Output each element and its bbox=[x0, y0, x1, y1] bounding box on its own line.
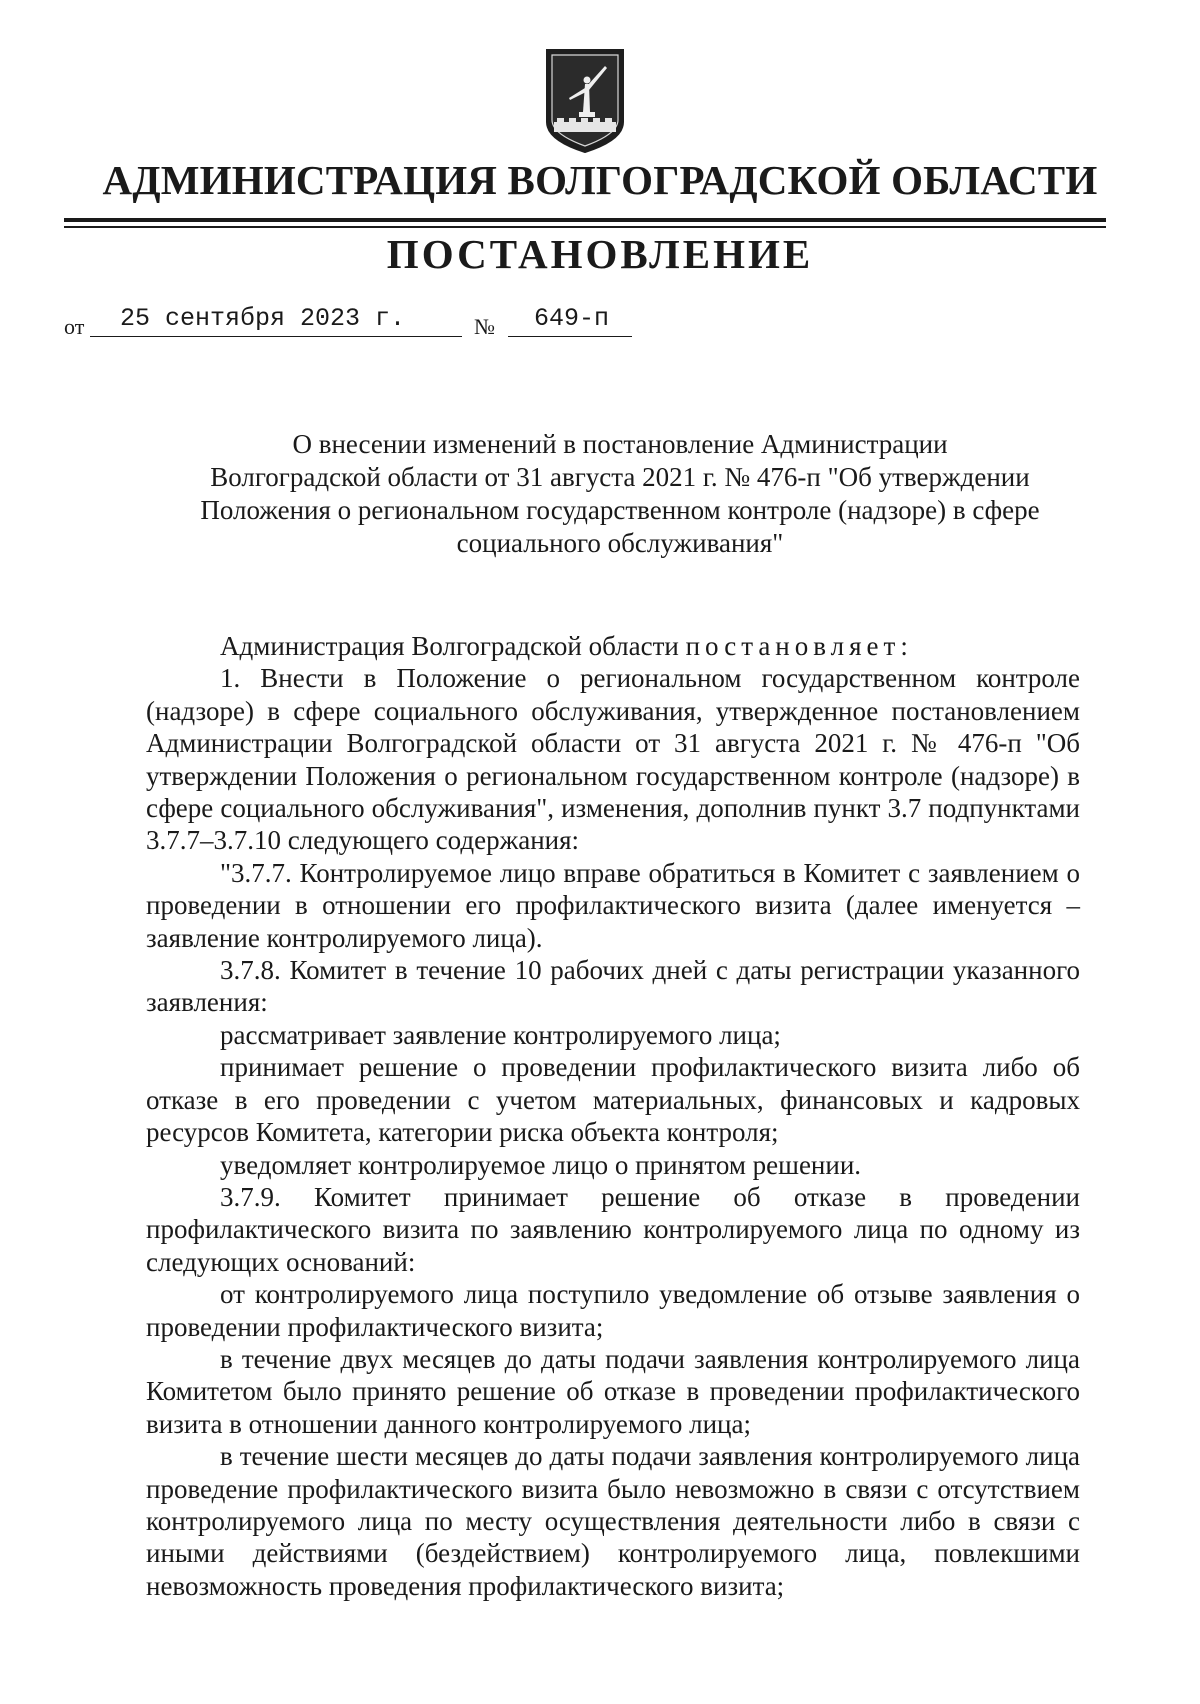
date-from-label: от bbox=[64, 314, 85, 339]
date-number-line bbox=[64, 300, 624, 340]
body-paragraph: от контролируемого лица поступило уведомление об отзыве заявления о проведении профилактического визита; bbox=[146, 1279, 1080, 1342]
body-paragraph: рассматривает заявление контролируемого лица; bbox=[220, 1019, 781, 1050]
subject-line: Волгоградской области от 31 августа 2021 г. № 476-п "Об утверждении bbox=[210, 462, 1030, 492]
document-subject bbox=[150, 428, 1090, 560]
resolution-intro bbox=[146, 630, 1080, 662]
subject-line: О внесении изменений в постановление Администрации bbox=[292, 429, 948, 459]
organization-title: АДМИНИСТРАЦИЯ ВОЛГОГРАДСКОЙ ОБЛАСТИ bbox=[102, 157, 1098, 203]
body-paragraph: в течение шести месяцев до даты подачи заявления контролируемого лица проведение профилактического визита было невозможно в связи с отсутствием контролируемого лица по месту осуществления деятельности либо в связи с иными действиями (бездействием) контролируемого лица, повлекшими невозможность проведения профилактического визита; bbox=[146, 1441, 1080, 1601]
document-date: 25 сентября 2023 г. bbox=[90, 302, 462, 337]
intro-prefix: Администрация Волгоградской области bbox=[220, 631, 679, 661]
body-paragraph: 3.7.9. Комитет принимает решение об отказе в проведении профилактического визита по заявлению контролируемого лица по одному из следующих оснований: bbox=[146, 1181, 1080, 1277]
body-paragraph: в течение двух месяцев до даты подачи заявления контролируемого лица Комитетом было принято решение об отказе в проведении профилактического визита в отношении данного контролируемого лица; bbox=[146, 1343, 1080, 1439]
subject-line: социального обслуживания" bbox=[456, 528, 784, 558]
document-type-heading: ПОСТАНОВЛЕНИЕ bbox=[386, 231, 814, 277]
document-body bbox=[146, 630, 1080, 1602]
document-number: 649-п bbox=[508, 302, 632, 337]
intro-verb: постановляет: bbox=[685, 631, 913, 661]
subject-line: Положения о региональном государственном контроле (надзоре) в сфере bbox=[200, 495, 1040, 525]
header-divider-thin bbox=[64, 226, 1106, 228]
body-paragraph: уведомляет контролируемое лицо о принятом решении. bbox=[220, 1149, 862, 1180]
body-paragraph: "3.7.7. Контролируемое лицо вправе обратиться в Комитет с заявлением о проведении в отношении его профилактического визита (далее именуется – заявление контролируемого лица). bbox=[146, 857, 1080, 953]
header-divider-thick bbox=[64, 218, 1106, 222]
body-paragraph: 3.7.8. Комитет в течение 10 рабочих дней с даты регистрации указанного заявления: bbox=[146, 955, 1080, 1018]
body-paragraph: принимает решение о проведении профилактического визита либо об отказе в его проведении с учетом материальных, финансовых и кадровых ресурсов Комитета, категории риска объекта контроля; bbox=[146, 1052, 1080, 1148]
number-label: № bbox=[474, 314, 495, 339]
body-paragraph: 1. Внести в Положение о региональном государственном контроле (надзоре) в сфере социального обслуживания, утвержденное постановлением Администрации Волгоградской области от 31 августа 2021 г. № 476-п "Об утверждении Положения о региональном государственном контроле (надзоре) в сфере социального обслуживания", изменения, дополнив пункт 3.7 подпунктами 3.7.7–3.7.10 следующего содержания: bbox=[146, 663, 1080, 856]
volgograd-coat-of-arms-emblem bbox=[545, 48, 625, 156]
